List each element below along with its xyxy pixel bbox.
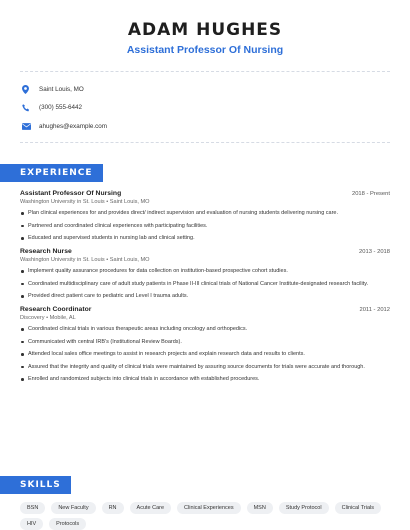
bullet-item: Coordinated multidisciplinary care of adult study patients in Phase II-III clinical trials of National Cancer Institute-designated research facility. — [20, 280, 390, 288]
candidate-title: Assistant Professor Of Nursing — [126, 44, 284, 56]
job-company: Washington University in St. Louis • Saint Louis, MO — [20, 199, 150, 205]
job-entry — [20, 306, 390, 383]
job-entry — [20, 248, 390, 300]
skills-section — [0, 474, 410, 530]
skills-list — [0, 494, 410, 530]
skill-chip: Study Protocol — [279, 502, 329, 514]
bullet-item: Assured that the integrity and quality of clinical trials were maintained by assuring source documents for trials were accurate and thorough. — [20, 363, 390, 371]
skill-chip: New Faculty — [51, 502, 95, 514]
job-entry — [20, 190, 390, 242]
job-dates: 2011 - 2012 — [359, 307, 390, 313]
job-dates: 2018 - Present — [351, 191, 390, 197]
skill-chip: Clinical Experiences — [177, 502, 241, 514]
bullet-item: Implement quality assurance procedures for data collection on institution-based prospective cohort studies. — [20, 267, 390, 275]
job-dates: 2013 - 2018 — [359, 249, 390, 255]
job-title: Assistant Professor Of Nursing — [20, 190, 122, 197]
job-bullets — [20, 267, 390, 300]
contact-email[interactable] — [22, 117, 390, 136]
bullet-item: Attended local sales office meetings to assist in research projects and explain research data and results to clients. — [20, 350, 390, 358]
resume-header — [0, 0, 410, 56]
experience-section — [0, 162, 410, 389]
location-pin-icon — [22, 85, 36, 94]
job-title: Research Nurse — [20, 248, 72, 255]
skill-chip: Acute Care — [130, 502, 172, 514]
skills-heading: SKILLS — [0, 476, 71, 494]
job-company: Discovery • Mobile, AL — [20, 315, 76, 321]
skill-chip: BSN — [20, 502, 45, 514]
phone-icon — [22, 104, 36, 112]
contact-location — [22, 80, 390, 99]
contact-location-text: Saint Louis, MO — [39, 85, 84, 93]
bullet-item: Communicated with central IRB's (Institutional Review Boards). — [20, 338, 390, 346]
job-title: Research Coordinator — [20, 306, 92, 313]
bullet-item: Provided direct patient care to pediatric and Level I trauma adults. — [20, 292, 390, 300]
bullet-item: Plan clinical experiences for and provides direct/ indirect supervision and evaluation of nursing students delivering nursing care. — [20, 209, 390, 217]
divider — [20, 142, 390, 143]
bullet-item: Educated and supervised students in nursing lab and clinical setting. — [20, 234, 390, 242]
job-bullets — [20, 325, 390, 383]
job-bullets — [20, 209, 390, 242]
email-icon — [22, 123, 36, 130]
bullet-item: Partnered and coordinated clinical experiences with participating facilities. — [20, 222, 390, 230]
skill-chip: HIV — [20, 518, 43, 530]
job-company: Washington University in St. Louis • Saint Louis, MO — [20, 257, 150, 263]
skill-chip: Protocols — [49, 518, 86, 530]
contact-phone — [22, 99, 390, 118]
contact-list — [0, 72, 410, 136]
job-list — [0, 182, 410, 383]
bullet-item: Enrolled and randomized subjects into clinical trials in accordance with established procedures. — [20, 375, 390, 383]
contact-phone-text: (300) 555-6442 — [39, 104, 83, 112]
bullet-item: Coordinated clinical trials in various therapeutic areas including oncology and orthopedics. — [20, 325, 390, 333]
contact-email-text: ahughes@example.com — [39, 122, 107, 130]
skill-chip: MSN — [247, 502, 273, 514]
experience-heading: EXPERIENCE — [0, 164, 103, 182]
candidate-name: ADAM HUGHES — [127, 20, 283, 40]
skill-chip: Clinical Trials — [335, 502, 381, 514]
skill-chip: RN — [102, 502, 124, 514]
